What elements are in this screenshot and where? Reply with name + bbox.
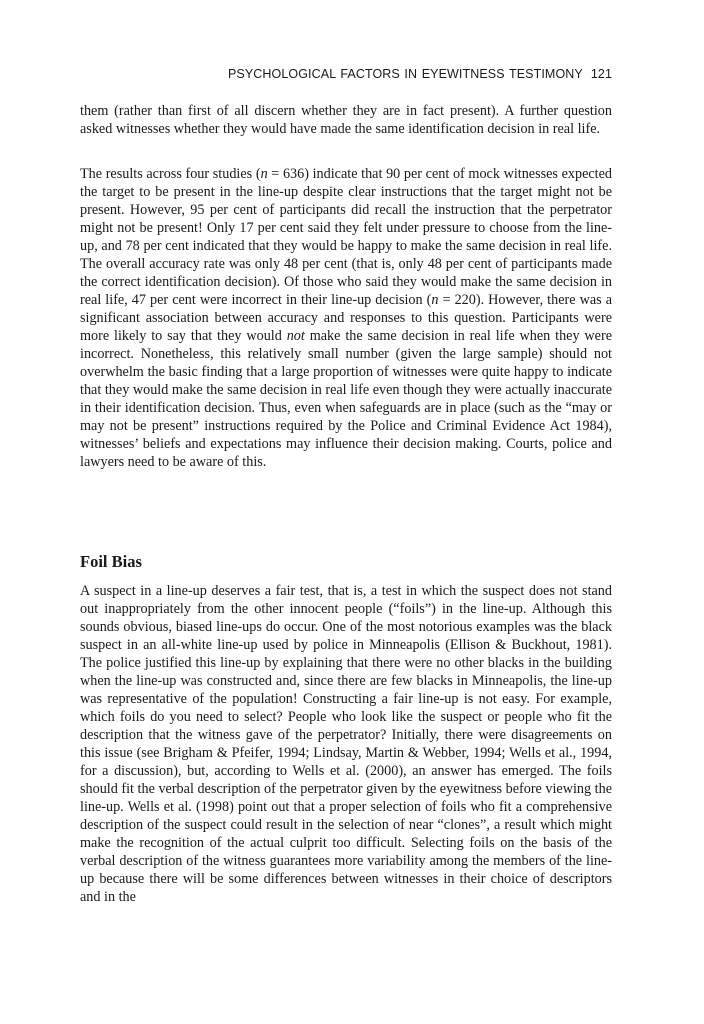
paragraph-text [80,165,612,471]
italic-not: not [286,328,305,344]
paragraph-text: A suspect in a line-up deserves a fair test, that is, a test in which the suspect does not stand out inappropriately from the other innocent people (“foils”) in the line-up. Although this sounds obvious, biased line-ups do occur. One of the most notorious examples was the black suspect in an all-white line-up used by police in Minneapolis (Ellison & Buckhout, 1981). The police justified this line-up by explaining that there were no other blacks in the building when the line-up was constructed and, since there are few blacks in Minneapolis, the line-up was representative of the population! Constructing a fair line-up is not easy. For example, which foils do you need to select? People who look like the suspect or people who fit the description that the witness gave of the perpetrator? Initially, there were disagreements on this issue (see Brigham & Pfeifer, 1994; Lindsay, Martin & Webber, 1994; Wells et al., 1994, for a discussion), but, according to Wells et al. (2000), an answer has emerged. The foils should fit the verbal description of the perpetrator given by the eyewitness before viewing the line-up. Wells et al. (1998) point out that a proper selection of foils who fit a comprehensive description of the suspect could result in the selection of near “clones”, a result which might make the recognition of the actual culprit too difficult. Selecting foils on the basis of the verbal description of the witness guarantees more variability among the members of the line-up because there will be some differences between witnesses in their choice of descriptors and in the [80,583,612,905]
section-heading: Foil Bias [80,552,142,571]
text-run: = 636) indicate that 90 per cent of mock witnesses expected the target to be present in the line-up despite clear instructions that the target might not be present. However, 95 per cent of participants did recall the instruction that the perpetrator might not be present! Only 17 per cent said they felt under pressure to choose from the line-up, and 78 per cent indicated that they would be happy to make the same decision in real life. The overall accuracy rate was only 48 per cent (that is, only 48 per cent of participants made the correct identification decision). Of those who said they would make the same decision in real life, 47 per cent were incorrect in their line-up decision ( [80,166,613,308]
italic-n: n [260,166,268,182]
running-title: PSYCHOLOGICAL FACTORS IN EYEWITNESS TESTIMONY [227,67,583,81]
paragraph-foil-bias [80,582,612,906]
text-run: = 220). However, there was a significant association between accuracy and responses to this question. Participants were more likely to say that they would [80,292,612,344]
running-head [80,67,612,81]
paragraph-continuation [80,102,612,138]
paragraph-results [80,165,612,471]
text-run: make the same decision in real life when they were incorrect. Nonetheless, this relatively small number (given the large sample) should not overwhelm the basic finding that a large proportion of witnesses were quite happy to indicate that they would make the same decision in real life even though they were actually inaccurate in their identification decision. Thus, even when safeguards are in place (such as the “may or may not be present” instructions required by the Police and Criminal Evidence Act 1984), witnesses’ beliefs and expectations may influence their decision making. Courts, police and lawyers need to be aware of this. [80,328,612,470]
paragraph-text: them (rather than first of all discern whether they are in fact present). A further question asked witnesses whether they would have made the same identification decision in real life. [80,103,612,137]
page-number: 121 [590,67,612,81]
text-run: The results across four studies ( [80,166,261,182]
italic-n: n [431,292,439,308]
